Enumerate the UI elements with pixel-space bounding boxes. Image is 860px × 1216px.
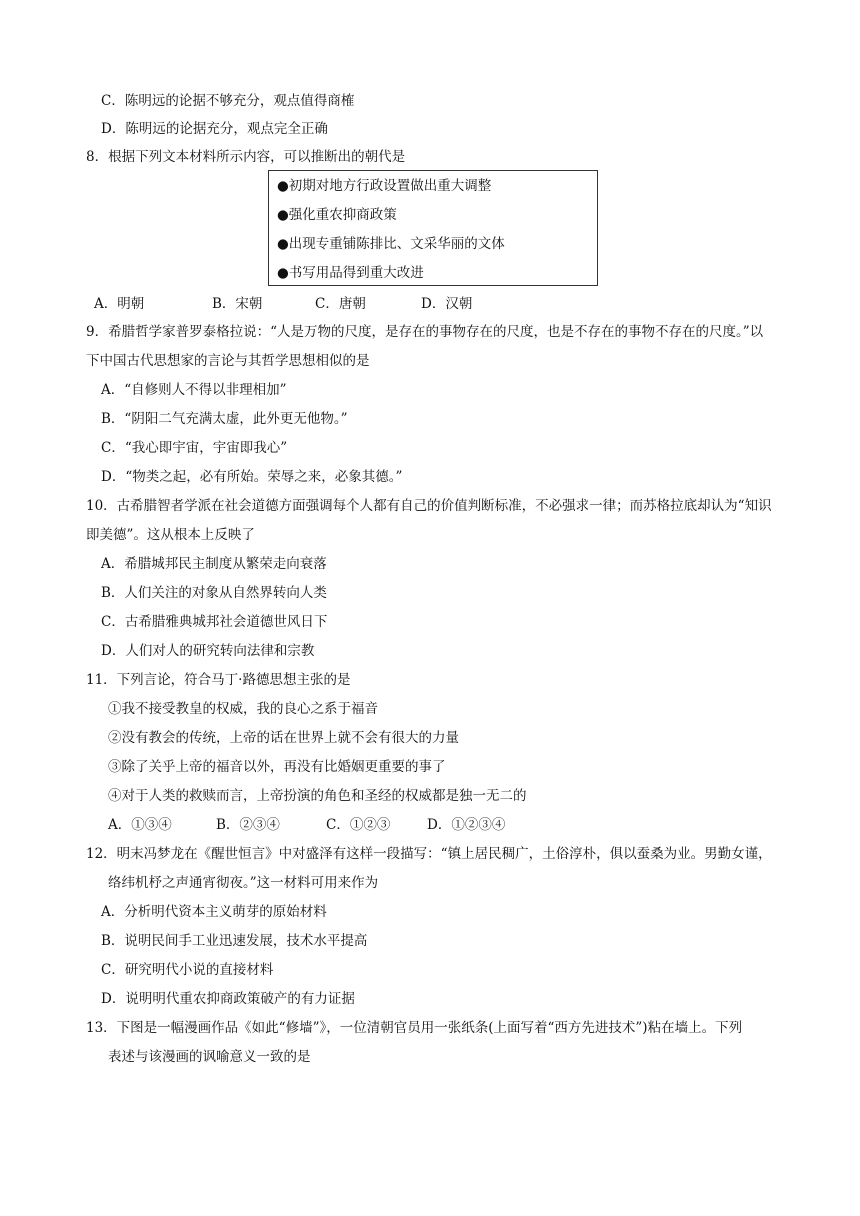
q10-stem-line2: 即美德”。这从根本上反映了 [86, 527, 255, 543]
q11-statement: ②没有教会的传统，上帝的话在世界上就不会有很大的力量 [108, 730, 459, 746]
q9-stem-line2: 下中国古代思想家的言论与其哲学思想相似的是 [86, 353, 370, 369]
q10-option-a: A．希腊城邦民主制度从繁荣走向衰落 [101, 556, 327, 572]
q8-box-item: ●初期对地方行政设置做出重大调整 [277, 178, 492, 194]
q12-stem-line2: 络纬机杼之声通宵彻夜。”这一材料可用来作为 [108, 875, 379, 891]
q9-option-d: D．“物类之起，必有所始。荣辱之来，必象其德。” [101, 469, 403, 485]
q12-option-a: A．分析明代资本主义萌芽的原始材料 [101, 904, 327, 920]
q12-option-b: B．说明民间手工业迅速发展，技术水平提高 [101, 933, 368, 949]
q9-option-b: B．“阴阳二气充满太虚，此外更无他物。” [101, 411, 348, 427]
q11-stem: 11．下列言论，符合马丁·路德思想主张的是 [86, 672, 351, 688]
q13-stem-line1: 13．下图是一幅漫画作品《如此“修墙”》，一位清朝官员用一张纸条(上面写着“西方先进技术”)粘在墙上。下列 [86, 1020, 743, 1036]
q11-option-a: A．①③④ [108, 817, 172, 833]
q10-option-b: B．人们关注的对象从自然界转向人类 [101, 585, 327, 601]
q9-stem-line1: 9．希腊哲学家普罗泰格拉说：“人是万物的尺度，是存在的事物存在的尺度，也是不存在的事物不存在的尺度。”以 [86, 324, 764, 340]
q8-option-b: B．宋朝 [212, 296, 263, 312]
q12-option-c: C．研究明代小说的直接材料 [101, 962, 274, 978]
q8-box-item: ●出现专重铺陈排比、文采华丽的文体 [277, 236, 505, 252]
q9-option-c: C．“我心即宇宙，宇宙即我心” [101, 440, 288, 456]
q7-option-d: D．陈明远的论据充分，观点完全正确 [101, 121, 328, 137]
q8-material-box [268, 170, 598, 286]
q10-option-d: D．人们对人的研究转向法律和宗教 [101, 643, 315, 659]
q8-option-a: A．明朝 [94, 296, 145, 312]
q11-option-b: B．②③④ [216, 817, 280, 833]
q10-stem-line1: 10．古希腊智者学派在社会道德方面强调每个人都有自己的价值判断标准，不必强求一律；而苏格拉底却认为“知识 [86, 498, 772, 514]
q8-option-c: C．唐朝 [315, 296, 366, 312]
q9-option-a: A．“自修则人不得以非理相加” [101, 382, 287, 398]
q11-statement: ①我不接受教皇的权威，我的良心之系于福音 [108, 701, 378, 717]
q12-stem-line1: 12．明末冯梦龙在《醒世恒言》中对盛泽有这样一段描写：“镇上居民稠广，土俗淳朴，俱以蚕桑为业。男勤女谨， [86, 846, 772, 862]
q8-option-d: D．汉朝 [421, 296, 473, 312]
q7-option-c: C．陈明远的论据不够充分，观点值得商榷 [101, 93, 355, 109]
q8-stem: 8．根据下列文本材料所示内容，可以推断出的朝代是 [86, 149, 406, 165]
q11-statement: ③除了关乎上帝的福音以外，再没有比婚姻更重要的事了 [108, 759, 446, 775]
q8-box-item: ●强化重农抑商政策 [277, 207, 397, 223]
q11-option-d: D．①②③④ [427, 817, 506, 833]
q12-option-d: D．说明明代重农抑商政策破产的有力证据 [101, 991, 355, 1007]
q8-box-item: ●书写用品得到重大改进 [277, 265, 424, 281]
q10-option-c: C．古希腊雅典城邦社会道德世风日下 [101, 614, 328, 630]
q11-statement: ④对于人类的救赎而言，上帝扮演的角色和圣经的权威都是独一无二的 [108, 788, 527, 804]
q11-option-c: C．①②③ [326, 817, 391, 833]
q13-stem-line2: 表述与该漫画的讽喻意义一致的是 [108, 1049, 311, 1065]
